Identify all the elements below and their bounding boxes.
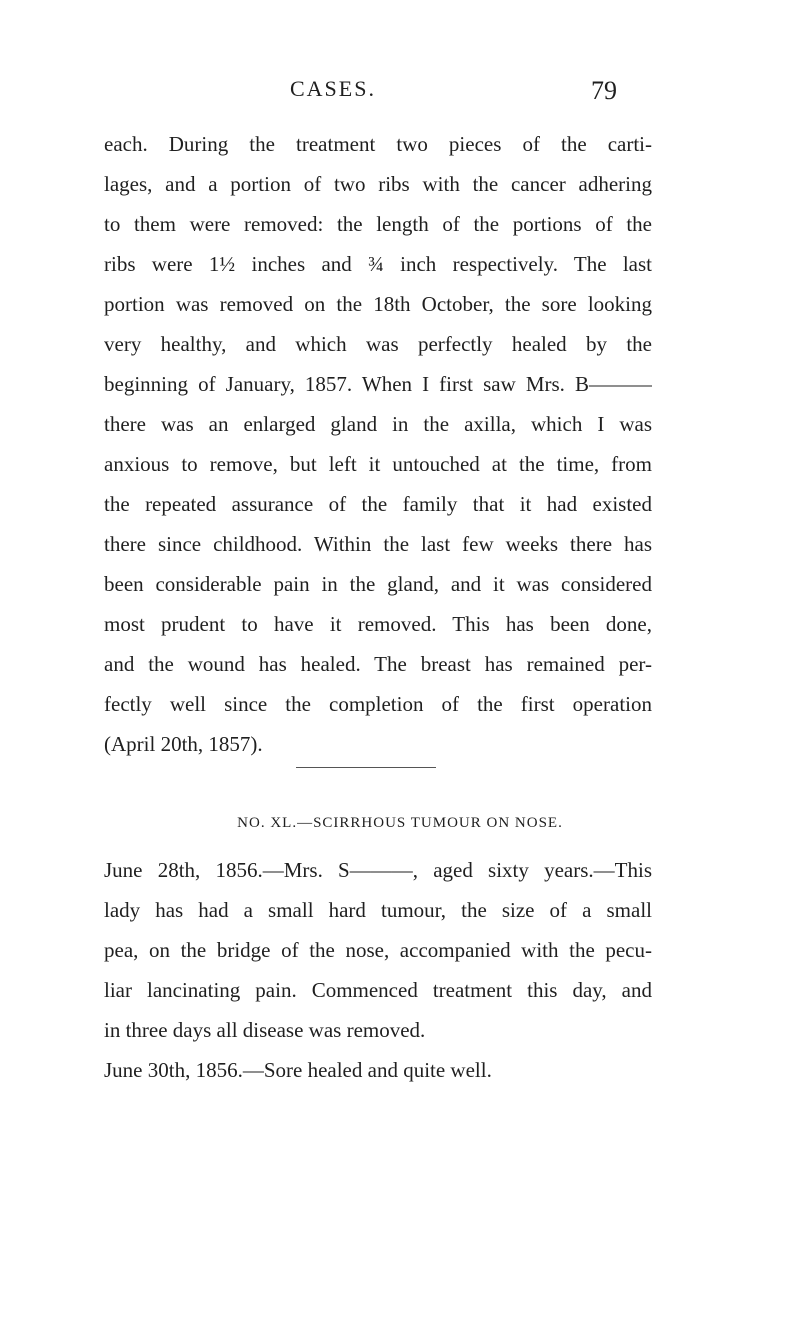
text-line: lages, and a portion of two ribs with the cancer adhering	[104, 172, 652, 196]
case-heading: NO. XL.—SCIRRHOUS TUMOUR ON NOSE.	[237, 815, 563, 831]
text-line: to them were removed: the length of the portions of the	[104, 212, 652, 236]
case-xl-text	[104, 850, 652, 1090]
page-number: 79	[591, 76, 617, 105]
text-line: there was an enlarged gland in the axilla, which I was	[104, 412, 652, 436]
text-line: there since childhood. Within the last few weeks there has	[104, 532, 652, 556]
text-line: lady has had a small hard tumour, the size of a small	[104, 898, 652, 922]
continued-case-text	[104, 124, 652, 764]
text-line: fectly well since the completion of the first operation	[104, 692, 652, 716]
section-divider	[296, 767, 436, 768]
text-line: pea, on the bridge of the nose, accompanied with the pecu-	[104, 938, 652, 962]
text-line: most prudent to have it removed. This has been done,	[104, 612, 652, 636]
text-line: anxious to remove, but left it untouched at the time, from	[104, 452, 652, 476]
text-line: very healthy, and which was perfectly healed by the	[104, 332, 652, 356]
text-line: beginning of January, 1857. When I first saw Mrs. B———	[104, 372, 652, 396]
running-head	[0, 76, 800, 112]
text-line: and the wound has healed. The breast has remained per-	[104, 652, 652, 676]
text-line: June 28th, 1856.—Mrs. S———, aged sixty years.—This	[104, 858, 652, 882]
text-line: been considerable pain in the gland, and it was considered	[104, 572, 652, 596]
text-line: in three days all disease was removed.	[104, 1018, 426, 1042]
running-title: CASES.	[290, 76, 376, 101]
text-line: (April 20th, 1857).	[104, 732, 263, 756]
text-line: each. During the treatment two pieces of the carti-	[104, 132, 652, 156]
text-line: portion was removed on the 18th October, the sore looking	[104, 292, 652, 316]
text-line: ribs were 1½ inches and ¾ inch respectively. The last	[104, 252, 652, 276]
text-line: the repeated assurance of the family that it had existed	[104, 492, 652, 516]
text-line: liar lancinating pain. Commenced treatment this day, and	[104, 978, 652, 1002]
text-line: June 30th, 1856.—Sore healed and quite well.	[104, 1058, 492, 1082]
